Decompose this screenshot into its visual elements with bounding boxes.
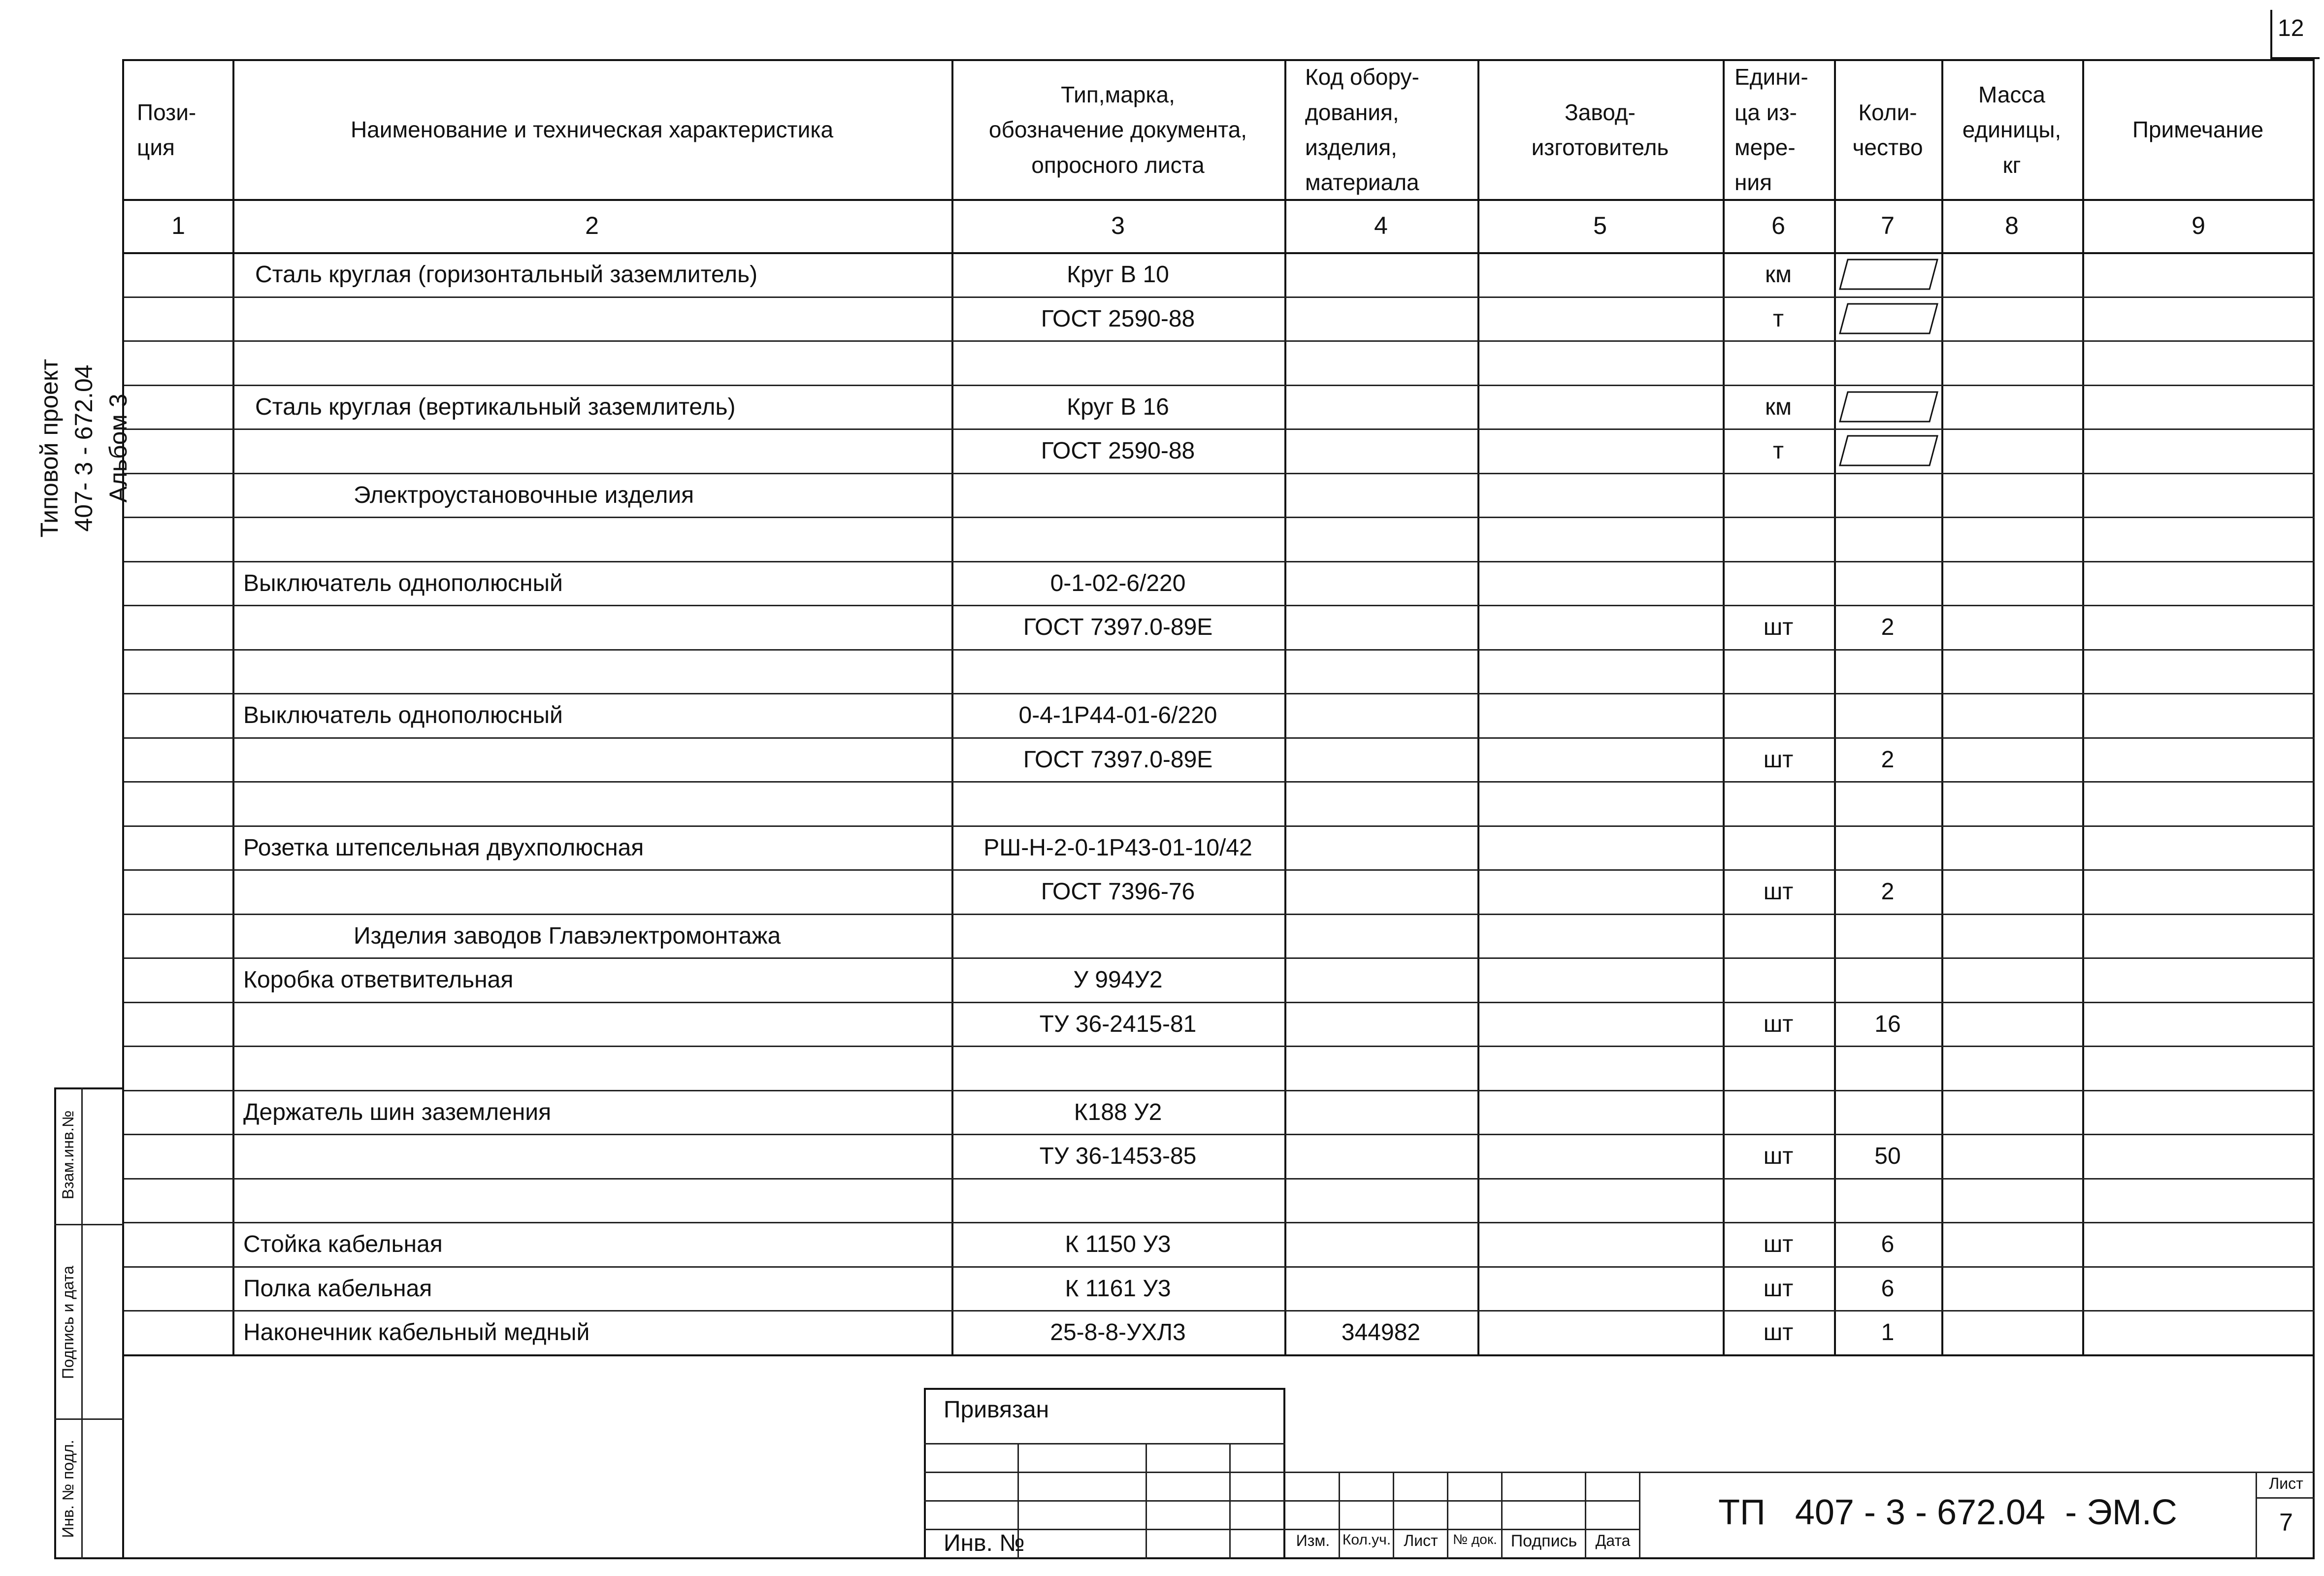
item-name	[232, 737, 951, 782]
item-quantity: 6	[1881, 1231, 1895, 1257]
side-label-line2: 407- 3 - 672.04	[70, 364, 98, 532]
item-type	[951, 473, 1284, 517]
item-code	[1284, 1178, 1477, 1222]
item-unit: км	[1765, 394, 1792, 420]
item-unit: шт	[1763, 746, 1794, 773]
item-type	[951, 781, 1284, 825]
item-name: Полка кабельная	[243, 1275, 432, 1302]
grid-line	[1941, 61, 1943, 1354]
item-unit: км	[1765, 261, 1792, 288]
header-quantity: Коли- чество	[1852, 99, 1923, 160]
item-type: К 1150 У3	[1065, 1231, 1171, 1257]
item-unit	[1723, 340, 1834, 385]
item-quantity: 1	[1881, 1319, 1895, 1346]
item-quantity: 16	[1874, 1011, 1901, 1037]
item-unit	[1723, 473, 1834, 517]
item-code	[1284, 1266, 1477, 1311]
item-type: ГОСТ 7397.0-89Е	[1023, 746, 1213, 773]
item-type: ГОСТ 7397.0-89Е	[1023, 614, 1213, 640]
column-number: 2	[585, 212, 599, 239]
item-code	[1284, 340, 1477, 385]
item-unit	[1723, 1046, 1834, 1090]
item-quantity	[1834, 825, 1941, 870]
stamp-inv-label: Инв. № подл.	[59, 1440, 77, 1538]
item-name	[232, 649, 951, 693]
column-number: 4	[1374, 212, 1388, 239]
column-number: 5	[1593, 212, 1607, 239]
item-quantity: 50	[1874, 1143, 1901, 1169]
item-quantity	[1834, 340, 1941, 385]
quantity-placeholder-box	[1837, 433, 1940, 468]
column-number: 1	[171, 212, 185, 239]
rev-col-koluch: Кол.уч.	[1342, 1532, 1391, 1548]
item-type: 0-1-02-6/220	[1050, 570, 1186, 596]
item-name	[232, 1134, 951, 1178]
rev-col-ndok: № док.	[1453, 1532, 1497, 1547]
item-quantity	[1834, 1178, 1941, 1222]
sheet-number: 7	[2279, 1509, 2293, 1536]
item-name	[232, 428, 951, 473]
item-code	[1284, 296, 1477, 341]
page-number: 12	[2278, 15, 2304, 41]
item-unit	[1723, 649, 1834, 693]
item-type	[951, 649, 1284, 693]
item-quantity	[1834, 1090, 1941, 1134]
item-name	[232, 1178, 951, 1222]
item-quantity	[1834, 473, 1941, 517]
item-name	[232, 296, 951, 341]
item-unit: шт	[1763, 1275, 1794, 1302]
item-code	[1284, 825, 1477, 870]
item-quantity: 6	[1881, 1275, 1895, 1302]
item-type	[951, 1178, 1284, 1222]
item-name: Выключатель однополюсный	[243, 702, 563, 728]
item-unit	[1723, 561, 1834, 605]
stamp-vzam-label: Взам.инв.№	[59, 1110, 77, 1200]
item-code	[1284, 1046, 1477, 1090]
column-number: 3	[1111, 212, 1125, 239]
item-quantity	[1834, 561, 1941, 605]
header-name: Наименование и техническая характеристика	[350, 117, 834, 143]
rev-col-data: Дата	[1595, 1532, 1631, 1549]
item-unit: шт	[1763, 614, 1794, 640]
header-type: Тип,марка, обозначение документа, опросного листа	[988, 82, 1247, 178]
header-position: Пози- ция	[137, 99, 196, 160]
item-unit: т	[1773, 305, 1784, 332]
item-name: Розетка штепсельная двухполюсная	[243, 834, 644, 861]
item-code	[1284, 385, 1477, 429]
item-name	[232, 340, 951, 385]
header-note: Примечание	[2132, 117, 2264, 143]
item-name	[232, 605, 951, 649]
item-unit: шт	[1763, 1231, 1794, 1257]
rev-col-izm: Изм.	[1296, 1532, 1330, 1549]
item-type: У 994У2	[1073, 966, 1163, 993]
item-unit	[1723, 1178, 1834, 1222]
item-name: Электроустановочные изделия	[354, 482, 694, 508]
item-code	[1284, 737, 1477, 782]
grid-line	[2082, 61, 2084, 1354]
item-unit: шт	[1763, 878, 1794, 905]
rev-col-list: Лист	[1404, 1532, 1438, 1549]
item-name	[232, 781, 951, 825]
item-type	[951, 517, 1284, 561]
item-quantity	[1834, 957, 1941, 1002]
column-number: 9	[2192, 212, 2205, 239]
doc-code: ТП 407 - 3 - 672.04 - ЭМ.С	[1718, 1493, 2177, 1532]
item-quantity: 2	[1881, 746, 1895, 773]
item-quantity	[1834, 649, 1941, 693]
item-type: 25-8-8-УХЛ3	[1050, 1319, 1186, 1346]
item-quantity: 2	[1881, 614, 1895, 640]
header-mass: Масса единицы, кг	[1962, 82, 2062, 178]
item-name	[232, 1046, 951, 1090]
item-type: РШ-Н-2-0-1Р43-01-10/42	[983, 834, 1252, 861]
item-unit	[1723, 1090, 1834, 1134]
item-unit: шт	[1763, 1143, 1794, 1169]
item-name	[232, 869, 951, 914]
item-type	[951, 1046, 1284, 1090]
stamp-podpis-label: Подпись и дата	[59, 1265, 77, 1379]
title-block-inv-no: Инв. №	[944, 1530, 1025, 1556]
item-type: Круг В 16	[1067, 394, 1169, 420]
item-name: Выключатель однополюсный	[243, 570, 563, 596]
rev-col-podpis: Подпись	[1510, 1532, 1577, 1550]
item-unit	[1723, 914, 1834, 958]
item-code	[1284, 781, 1477, 825]
item-code	[1284, 605, 1477, 649]
header-unit: Едини- ца из- мере- ния	[1735, 64, 1808, 196]
item-code	[1284, 1090, 1477, 1134]
item-unit	[1723, 825, 1834, 870]
item-type: ГОСТ 2590-88	[1041, 305, 1195, 332]
item-code	[1284, 517, 1477, 561]
grid-line	[1477, 61, 1479, 1354]
item-unit: шт	[1763, 1319, 1794, 1346]
item-code	[1284, 428, 1477, 473]
item-unit: шт	[1763, 1011, 1794, 1037]
column-number: 7	[1881, 212, 1895, 239]
item-name: Изделия заводов Главэлектромонтажа	[354, 922, 781, 949]
item-code	[1284, 1134, 1477, 1178]
item-name: Коробка ответвительная	[243, 966, 514, 993]
item-unit	[1723, 517, 1834, 561]
item-code	[1284, 693, 1477, 737]
item-unit	[1723, 781, 1834, 825]
column-number: 6	[1771, 212, 1785, 239]
item-quantity	[1834, 693, 1941, 737]
side-label-line3: Альбом 3	[104, 394, 132, 503]
grid-line	[124, 1354, 2315, 1356]
item-code	[1284, 561, 1477, 605]
item-code	[1284, 649, 1477, 693]
title-block-privyazan: Привязан	[944, 1397, 1049, 1423]
item-code	[1284, 869, 1477, 914]
side-label-line1: Типовой проект	[35, 359, 63, 538]
item-type: ТУ 36-2415-81	[1039, 1011, 1197, 1037]
item-name: Стойка кабельная	[243, 1231, 443, 1257]
item-type	[951, 340, 1284, 385]
header-code: Код обору- дования, изделия, материала	[1305, 64, 1419, 196]
item-quantity	[1834, 914, 1941, 958]
item-quantity	[1834, 517, 1941, 561]
item-quantity	[1834, 781, 1941, 825]
header-manufacturer: Завод- изготовитель	[1531, 99, 1669, 160]
item-type: 0-4-1Р44-01-6/220	[1018, 702, 1217, 728]
item-quantity	[1834, 1046, 1941, 1090]
item-unit: т	[1773, 437, 1784, 464]
sheet-label: Лист	[2269, 1475, 2303, 1492]
item-name: Сталь круглая (вертикальный заземлитель)	[255, 394, 736, 420]
item-unit	[1723, 693, 1834, 737]
item-name	[232, 1002, 951, 1046]
item-code	[1284, 1222, 1477, 1266]
quantity-placeholder-box	[1837, 389, 1940, 425]
item-type: ГОСТ 2590-88	[1041, 437, 1195, 464]
item-type: Круг В 10	[1067, 261, 1169, 288]
item-type: К 1161 У3	[1065, 1275, 1171, 1302]
item-type: ГОСТ 7396-76	[1041, 878, 1195, 905]
item-name: Сталь круглая (горизонтальный заземлитель)	[255, 261, 758, 288]
quantity-placeholder-box	[1837, 257, 1940, 292]
item-code	[1284, 1002, 1477, 1046]
item-code	[1284, 957, 1477, 1002]
item-code	[1284, 914, 1477, 958]
item-code	[1284, 473, 1477, 517]
item-type	[951, 914, 1284, 958]
quantity-placeholder-box	[1837, 301, 1940, 336]
item-name	[232, 517, 951, 561]
item-name: Наконечник кабельный медный	[243, 1319, 590, 1346]
item-type: ТУ 36-1453-85	[1039, 1143, 1197, 1169]
item-quantity: 2	[1881, 878, 1895, 905]
column-number: 8	[2005, 212, 2019, 239]
item-code: 344982	[1341, 1319, 1421, 1346]
item-unit	[1723, 957, 1834, 1002]
item-type: К188 У2	[1074, 1099, 1162, 1125]
item-name: Держатель шин заземления	[243, 1099, 552, 1125]
item-code	[1284, 252, 1477, 296]
